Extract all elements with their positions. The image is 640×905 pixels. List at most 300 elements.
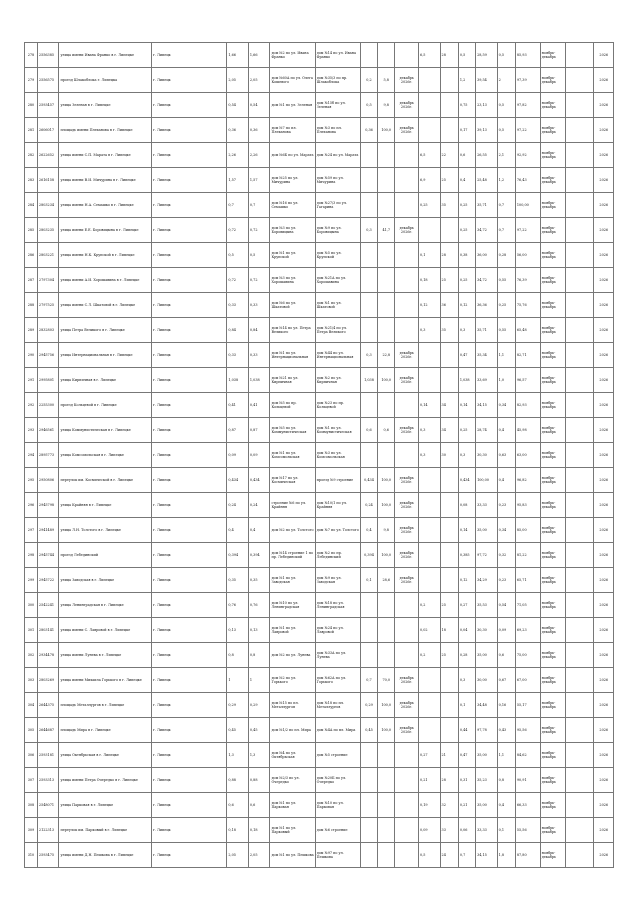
road-name: улица имени Н.К. Крупской в г. Липецке xyxy=(59,243,152,268)
row-number: 280 xyxy=(25,93,38,118)
value-u: 0,7 xyxy=(497,193,515,218)
locality: г. Липецк xyxy=(152,143,227,168)
value-r: 28 xyxy=(440,768,458,793)
value-r xyxy=(440,368,458,393)
period: ноябрь-декабрь xyxy=(540,468,566,493)
segment-start: дом №17 по ул. Космическая xyxy=(270,468,315,493)
deadline xyxy=(395,293,419,318)
value-t: 34,48 xyxy=(476,693,498,718)
value-m: 0,24 xyxy=(360,493,377,518)
value-m: 0,3 xyxy=(360,343,377,368)
value-u: 2 xyxy=(497,68,515,93)
road-name: площадь имени Плеханова в г. Липецке xyxy=(59,118,152,143)
value-u: 0,63 xyxy=(497,443,515,468)
table-row xyxy=(25,718,614,743)
value-q xyxy=(419,343,441,368)
length-total: 0,76 xyxy=(227,593,249,618)
value-v: 97,22 xyxy=(515,218,540,243)
table-body xyxy=(25,43,614,868)
value-s: 0,7 xyxy=(458,843,475,868)
table-row xyxy=(25,43,614,68)
length-total: 0,41 xyxy=(227,393,249,418)
value-u: 0,4 xyxy=(497,418,515,443)
period: ноябрь-декабрь xyxy=(540,543,566,568)
value-n: 9,8 xyxy=(378,93,395,118)
segment-end: дом №6 строение xyxy=(315,818,360,843)
value-u: 0,4 xyxy=(497,468,515,493)
deadline xyxy=(395,393,419,418)
deadline xyxy=(395,443,419,468)
value-r xyxy=(440,468,458,493)
value-s: 0,25 xyxy=(458,218,475,243)
value-s: 0,12 xyxy=(458,293,475,318)
deadline: декабрь 2026г. xyxy=(395,218,419,243)
segment-end: дом №15б по ул. Зеленая xyxy=(315,93,360,118)
length-total: 0,36 xyxy=(227,118,249,143)
value-q: 0,27 xyxy=(419,743,441,768)
value-s: 0,4 xyxy=(458,168,475,193)
row-number: 290 xyxy=(25,343,38,368)
value-n xyxy=(378,818,395,843)
row-number: 307 xyxy=(25,768,38,793)
table-row xyxy=(25,818,614,843)
value-r xyxy=(440,68,458,93)
segment-end: дом №44 по ул. Интернациональная xyxy=(315,343,360,368)
value-u: 2,1 xyxy=(497,143,515,168)
period: ноябрь-декабрь xyxy=(540,843,566,868)
registry-code: 2556385 xyxy=(37,43,59,68)
value-n: 100,0 xyxy=(378,118,395,143)
year: 2026 xyxy=(594,318,614,343)
value-q xyxy=(419,668,441,693)
registry-code: 2122313 xyxy=(37,818,59,843)
value-s: 0,44 xyxy=(458,718,475,743)
length-repair: 0,4 xyxy=(248,518,270,543)
value-s: 0,47 xyxy=(458,343,475,368)
registry-code: 2593313 xyxy=(37,768,59,793)
year: 2026 xyxy=(594,393,614,418)
value-v: 66,33 xyxy=(515,793,540,818)
segment-start: дом №21 по ул. Кирпичная xyxy=(270,368,315,393)
segment-start: дом №1 по ул. Пешкова xyxy=(270,843,315,868)
deadline: декабрь 2026г. xyxy=(395,68,419,93)
year: 2026 xyxy=(594,568,614,593)
value-s: 0,04 xyxy=(458,618,475,643)
year: 2026 xyxy=(594,293,614,318)
value-v: 55,56 xyxy=(515,818,540,843)
value-n: 22,8 xyxy=(378,343,395,368)
length-total: 0,54 xyxy=(227,93,249,118)
row-number: 296 xyxy=(25,493,38,518)
road-name: улица имени Е.Е. Боровицына в г. Липецке xyxy=(59,218,152,243)
table-row xyxy=(25,193,614,218)
length-total: 0,09 xyxy=(227,443,249,468)
road-name: улица имени Михаила Горького в г. Липецке xyxy=(59,668,152,693)
value-q: 0,25 xyxy=(419,193,441,218)
table-row xyxy=(25,293,614,318)
value-t: 35,00 xyxy=(476,793,498,818)
value-q xyxy=(419,543,441,568)
value-n xyxy=(378,268,395,293)
registry-code: 2644375 xyxy=(37,693,59,718)
length-total: 1 xyxy=(227,668,249,693)
value-q: 0,12 xyxy=(419,293,441,318)
value-u: 0,16 xyxy=(497,693,515,718)
year: 2026 xyxy=(594,418,614,443)
value-v: 97,82 xyxy=(515,93,540,118)
segment-start: дом №1 по ул. Интернациональная xyxy=(270,343,315,368)
length-repair: 1,57 xyxy=(248,168,270,193)
table-row xyxy=(25,668,614,693)
value-u: 0,23 xyxy=(497,568,515,593)
value-r: 28 xyxy=(440,243,458,268)
value-q: 0,2 xyxy=(419,643,441,668)
value-s: 1,038 xyxy=(458,368,475,393)
road-name: улица Петра Великого в г. Липецке xyxy=(59,318,152,343)
value-v: 75,76 xyxy=(515,293,540,318)
segment-end: дом №5 по ул. Крупской xyxy=(315,243,360,268)
period: ноябрь-декабрь xyxy=(540,593,566,618)
length-repair: 1,3 xyxy=(248,743,270,768)
value-n: 100,0 xyxy=(378,693,395,718)
period: ноябрь-декабрь xyxy=(540,393,566,418)
year: 2026 xyxy=(594,268,614,293)
length-repair: 2,05 xyxy=(248,843,270,868)
blank-cell xyxy=(566,718,594,743)
segment-end: дом №4А по пл. Мира xyxy=(315,718,360,743)
value-n: 70,0 xyxy=(378,668,395,693)
value-v: 85,93 xyxy=(515,43,540,68)
period: ноябрь-декабрь xyxy=(540,68,566,93)
table-row xyxy=(25,268,614,293)
table-row xyxy=(25,168,614,193)
value-s: 0,14 xyxy=(458,518,475,543)
value-r: 30 xyxy=(440,443,458,468)
table-row xyxy=(25,493,614,518)
period: ноябрь-декабрь xyxy=(540,693,566,718)
value-m xyxy=(360,243,377,268)
value-r: 24 xyxy=(440,843,458,868)
value-m xyxy=(360,643,377,668)
value-r: 36 xyxy=(440,293,458,318)
value-r: 28 xyxy=(440,43,458,68)
value-v: 45,98 xyxy=(515,418,540,443)
value-q: 0,14 xyxy=(419,393,441,418)
value-t: 39,54 xyxy=(476,68,498,93)
value-q xyxy=(419,568,441,593)
period: ноябрь-декабрь xyxy=(540,443,566,468)
value-r xyxy=(440,668,458,693)
row-number: 291 xyxy=(25,368,38,393)
value-m xyxy=(360,193,377,218)
row-number: 284 xyxy=(25,193,38,218)
value-r: 25 xyxy=(440,268,458,293)
value-u: 0,8 xyxy=(497,768,515,793)
row-number: 294 xyxy=(25,443,38,468)
value-s: 0,08 xyxy=(458,493,475,518)
table-row xyxy=(25,618,614,643)
registry-code: 2945744 xyxy=(37,543,59,568)
length-repair: 0,33 xyxy=(248,293,270,318)
locality: г. Липецк xyxy=(152,543,227,568)
row-number: 309 xyxy=(25,818,38,843)
deadline xyxy=(395,43,419,68)
length-repair: 0,41 xyxy=(248,393,270,418)
segment-end: дом №33А по ул. Лунева xyxy=(315,643,360,668)
segment-start: дом №60А по ул. Олега Кошевого xyxy=(270,68,315,93)
value-n: 100,0 xyxy=(378,493,395,518)
segment-start: дом №5 по пр. Кольцевой xyxy=(270,393,315,418)
value-u: 1,8 xyxy=(497,843,515,868)
table-row xyxy=(25,143,614,168)
deadline: декабрь 2026г. xyxy=(395,493,419,518)
year: 2026 xyxy=(594,718,614,743)
table-row xyxy=(25,118,614,143)
blank-cell xyxy=(566,43,594,68)
value-u: 1,0 xyxy=(497,368,515,393)
deadline xyxy=(395,793,419,818)
value-q xyxy=(419,368,441,393)
period: ноябрь-декабрь xyxy=(540,768,566,793)
period: ноябрь-декабрь xyxy=(540,43,566,68)
segment-start: дом №1 по ул. Комсомольская xyxy=(270,443,315,468)
registry-code: 2606017 xyxy=(37,118,59,143)
segment-end: дом №35/3 по пр. Шлакоблока xyxy=(315,68,360,93)
value-v: 76,43 xyxy=(515,168,540,193)
blank-cell xyxy=(566,618,594,643)
locality: г. Липецк xyxy=(152,568,227,593)
value-q xyxy=(419,218,441,243)
segment-end: дом №3 по ул. Комсомольская xyxy=(315,443,360,468)
blank-cell xyxy=(566,518,594,543)
segment-start: дом №25 по ул. Мичурина xyxy=(270,168,315,193)
deadline: декабрь 2026г. xyxy=(395,468,419,493)
value-s: 0,17 xyxy=(458,118,475,143)
length-repair: 2,26 xyxy=(248,143,270,168)
length-repair: 0,29 xyxy=(248,693,270,718)
value-n xyxy=(378,243,395,268)
value-n: 100,0 xyxy=(378,718,395,743)
value-v: 65,48 xyxy=(515,318,540,343)
value-s: 0,1 xyxy=(458,693,475,718)
value-v: 92,92 xyxy=(515,143,540,168)
locality: г. Липецк xyxy=(152,768,227,793)
road-name: улица Ленинградская в г. Липецке xyxy=(59,593,152,618)
deadline xyxy=(395,593,419,618)
value-m xyxy=(360,268,377,293)
table-row xyxy=(25,368,614,393)
deadline: декабрь 2026г. xyxy=(395,693,419,718)
value-q: 0,21 xyxy=(419,768,441,793)
length-repair: 0,45 xyxy=(248,718,270,743)
value-n xyxy=(378,168,395,193)
value-t: 35,71 xyxy=(476,193,498,218)
period: ноябрь-декабрь xyxy=(540,418,566,443)
value-t: 30,30 xyxy=(476,618,498,643)
road-name: переулок им. Парковый в г. Липецке xyxy=(59,818,152,843)
length-total: 0,24 xyxy=(227,493,249,518)
deadline xyxy=(395,318,419,343)
period: ноябрь-декабрь xyxy=(540,518,566,543)
value-r xyxy=(440,93,458,118)
length-total: 0,84 xyxy=(227,318,249,343)
value-t: 100,00 xyxy=(476,468,498,493)
blank-cell xyxy=(566,493,594,518)
value-t: 35,00 xyxy=(476,743,498,768)
value-q: 0,02 xyxy=(419,618,441,643)
blank-cell xyxy=(566,393,594,418)
value-u: 0,28 xyxy=(497,243,515,268)
length-total: 2,26 xyxy=(227,143,249,168)
value-u: 1,2 xyxy=(497,168,515,193)
value-m: 0,5 xyxy=(360,93,377,118)
value-q: 0,5 xyxy=(419,843,441,868)
value-u: 1,1 xyxy=(497,343,515,368)
length-total: 1,3 xyxy=(227,743,249,768)
registry-code: 2548071 xyxy=(37,793,59,818)
value-t: 28,74 xyxy=(476,418,498,443)
value-r: 25 xyxy=(440,643,458,668)
row-number: 306 xyxy=(25,743,38,768)
length-repair: 0,13 xyxy=(248,618,270,643)
value-q: 0,3 xyxy=(419,443,441,468)
segment-end: дом №24 по ул. Лавровой xyxy=(315,618,360,643)
value-m: 0,1 xyxy=(360,568,377,593)
locality: г. Липецк xyxy=(152,668,227,693)
segment-end: дом №27/3 по ул. Гагарина xyxy=(315,193,360,218)
value-v: 100,00 xyxy=(515,193,540,218)
value-v: 55,17 xyxy=(515,693,540,718)
deadline xyxy=(395,768,419,793)
period: ноябрь-декабрь xyxy=(540,243,566,268)
length-total: 0,35 xyxy=(227,568,249,593)
blank-cell xyxy=(566,543,594,568)
value-q: 0,09 xyxy=(419,818,441,843)
locality: г. Липецк xyxy=(152,718,227,743)
period: ноябрь-декабрь xyxy=(540,343,566,368)
segment-start: дом №1 по ул. Зеленая xyxy=(270,93,315,118)
value-m xyxy=(360,393,377,418)
blank-cell xyxy=(566,368,594,393)
value-s: 0,3 xyxy=(458,318,475,343)
road-name: улица Парковая в г. Липецке xyxy=(59,793,152,818)
road-name: улица Интернациональная в г. Липецке xyxy=(59,343,152,368)
registry-code: 2797525 xyxy=(37,293,59,318)
locality: г. Липецк xyxy=(152,743,227,768)
deadline xyxy=(395,193,419,218)
value-t: 30,00 xyxy=(476,668,498,693)
value-m xyxy=(360,843,377,868)
segment-start: строение №6 по ул. Крайняя xyxy=(270,493,315,518)
table-row xyxy=(25,543,614,568)
value-s: 0,27 xyxy=(458,593,475,618)
row-number: 281 xyxy=(25,118,38,143)
value-v: 82,93 xyxy=(515,393,540,418)
table-row xyxy=(25,793,614,818)
period: ноябрь-декабрь xyxy=(540,268,566,293)
length-total: 0,88 xyxy=(227,768,249,793)
length-repair: 0,33 xyxy=(248,343,270,368)
value-t: 35,34 xyxy=(476,343,498,368)
value-r: 35 xyxy=(440,318,458,343)
segment-end: дом №20Б по ул. Очередко xyxy=(315,768,360,793)
segment-end: дом №59 по ул. Мичурина xyxy=(315,168,360,193)
value-v: 85,00 xyxy=(515,518,540,543)
road-name: улица имени Д.Н. Пешкова в г. Липецке xyxy=(59,843,152,868)
row-number: 297 xyxy=(25,518,38,543)
value-m: 0,3 xyxy=(360,218,377,243)
value-m xyxy=(360,43,377,68)
value-q xyxy=(419,118,441,143)
value-s: 0,3 xyxy=(458,443,475,468)
length-repair: 0,09 xyxy=(248,443,270,468)
value-n xyxy=(378,743,395,768)
value-m xyxy=(360,168,377,193)
length-repair: 0,24 xyxy=(248,493,270,518)
locality: г. Липецк xyxy=(152,368,227,393)
value-t: 35,00 xyxy=(476,518,498,543)
deadline: декабрь 2026г. xyxy=(395,418,419,443)
year: 2026 xyxy=(594,493,614,518)
table-row xyxy=(25,843,614,868)
deadline xyxy=(395,643,419,668)
deadline: декабрь 2026г. xyxy=(395,93,419,118)
length-repair: 0,5 xyxy=(248,243,270,268)
length-total: 2,05 xyxy=(227,68,249,93)
registry-code: 2941489 xyxy=(37,518,59,543)
value-r xyxy=(440,543,458,568)
value-q xyxy=(419,693,441,718)
locality: г. Липецк xyxy=(152,418,227,443)
row-number: 295 xyxy=(25,468,38,493)
value-r xyxy=(440,718,458,743)
period: ноябрь-декабрь xyxy=(540,743,566,768)
value-v: 71,05 xyxy=(515,593,540,618)
roads-table xyxy=(24,42,614,868)
value-r xyxy=(440,493,458,518)
locality: г. Липецк xyxy=(152,193,227,218)
row-number: 305 xyxy=(25,718,38,743)
value-v: 76,39 xyxy=(515,268,540,293)
registry-code: 2832803 xyxy=(37,318,59,343)
road-name: улица имени С.Л. Шкатовой в г. Липецке xyxy=(59,293,152,318)
period: ноябрь-декабрь xyxy=(540,118,566,143)
road-name: улица имени Петра Очередко в г. Липецке xyxy=(59,768,152,793)
locality: г. Липецк xyxy=(152,443,227,468)
value-n: 100,0 xyxy=(378,368,395,393)
value-n xyxy=(378,643,395,668)
length-total: 0,29 xyxy=(227,693,249,718)
blank-cell xyxy=(566,193,594,218)
length-total: 0,87 xyxy=(227,418,249,443)
value-s: 0,47 xyxy=(458,743,475,768)
locality: г. Липецк xyxy=(152,318,227,343)
segment-end: дом №1 по ул. Коммунистическая xyxy=(315,418,360,443)
period: ноябрь-декабрь xyxy=(540,218,566,243)
row-number: 293 xyxy=(25,418,38,443)
value-n: 28,6 xyxy=(378,568,395,593)
value-m xyxy=(360,443,377,468)
year: 2026 xyxy=(594,118,614,143)
value-s: 0,31 xyxy=(458,768,475,793)
blank-cell xyxy=(566,418,594,443)
value-r: 32 xyxy=(440,793,458,818)
table-row xyxy=(25,218,614,243)
length-total: 0,33 xyxy=(227,293,249,318)
table-row xyxy=(25,468,614,493)
locality: г. Липецк xyxy=(152,618,227,643)
value-u: 0,09 xyxy=(497,618,515,643)
